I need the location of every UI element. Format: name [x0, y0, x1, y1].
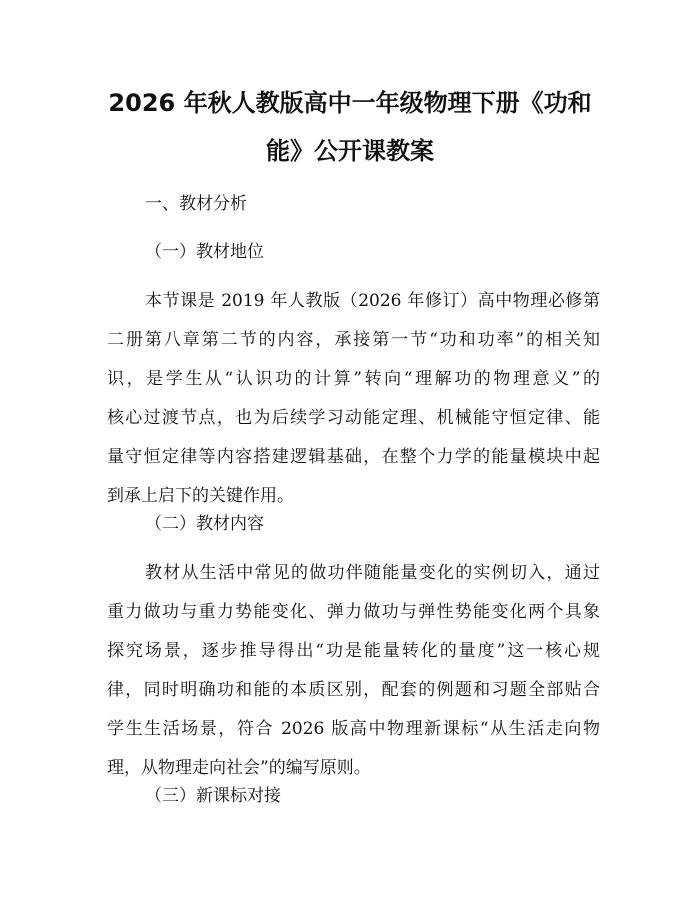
paragraph-line: 本节课是 2019 年人教版（2026 年修订）高中物理必修第: [145, 291, 600, 311]
paragraph-line: 重力做功与重力势能变化、弹力做功与弹性势能变化两个具象: [107, 602, 600, 622]
paragraph-line: 核心过渡节点，也为后续学习动能定理、机械能守恒定律、能: [107, 408, 600, 428]
paragraph-line: 学生生活场景，符合 2026 版高中物理新课标“从生活走向物: [107, 719, 600, 739]
subheading-textbook-content: （二）教材内容: [145, 514, 264, 534]
section-heading-textbook-analysis: 一、教材分析: [145, 194, 247, 214]
paragraph-line: 探究场景，逐步推导得出“功是能量转化的量度”这一核心规: [107, 641, 600, 661]
paragraph-line: 二册第八章第二节的内容，承接第一节“功和功率”的相关知: [107, 330, 600, 350]
paragraph-textbook-content: [107, 554, 600, 788]
paragraph-line: 理，从物理走向社会”的编写原则。: [107, 758, 371, 778]
paragraph-line: 律，同时明确功和能的本质区别，配套的例题和习题全部贴合: [107, 680, 600, 700]
subheading-textbook-position: （一）教材地位: [145, 242, 264, 262]
paragraph-line: 识，是学生从“认识功的计算”转向“理解功的物理意义”的: [107, 369, 600, 389]
paragraph-line: 教材从生活中常见的做功伴随能量变化的实例切入，通过: [145, 563, 600, 583]
subheading-curriculum-standard: （三）新课标对接: [145, 786, 281, 806]
paragraph-textbook-position: [107, 282, 600, 516]
paragraph-line: 量守恒定律等内容搭建逻辑基础，在整个力学的能量模块中起: [107, 447, 600, 467]
document-title-line-1: 2026 年秋人教版高中一年级物理下册《功和: [108, 89, 592, 117]
document-title-line-2: 能》公开课教案: [266, 137, 434, 165]
paragraph-line: 到承上启下的关键作用。: [107, 486, 294, 506]
